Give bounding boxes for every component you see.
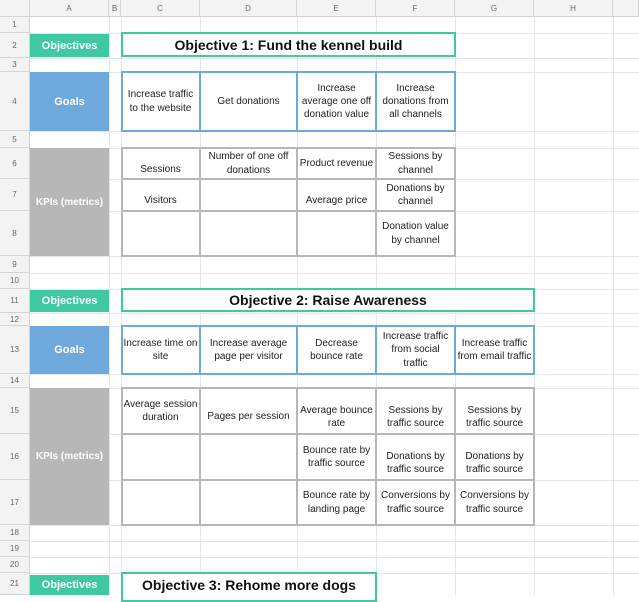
objective-2-kpi-r3-c5[interactable]: Conversions by traffic source <box>460 490 529 515</box>
objective-2-goals-label[interactable]: Goals <box>30 326 109 374</box>
column-header-f[interactable]: F <box>376 0 455 17</box>
row-header-14[interactable]: 14 <box>0 374 30 388</box>
row-header-4[interactable]: 4 <box>0 72 30 131</box>
objective-1-kpi-r3-c4[interactable]: Donation value by channel <box>382 221 449 246</box>
objective-2-kpi-r1-c3[interactable]: Average bounce rate <box>300 404 373 429</box>
objective-1-kpi-r1-c2[interactable]: Number of one off donations <box>208 151 289 176</box>
objective-2-kpi-r3-c2[interactable] <box>200 480 297 525</box>
kpi-divider <box>199 387 201 526</box>
row-header-3[interactable]: 3 <box>0 58 30 72</box>
row-header-5[interactable]: 5 <box>0 131 30 148</box>
row-header-9[interactable]: 9 <box>0 256 30 273</box>
objective-1-goal-1[interactable]: Increase traffic to the website <box>127 89 194 114</box>
objective-2-goal-3[interactable]: Decrease bounce rate <box>310 337 363 362</box>
row-header-11[interactable]: 11 <box>0 289 30 313</box>
kpi-divider <box>121 433 535 435</box>
objective-1-kpi-r2-c3[interactable]: Average price <box>305 195 368 207</box>
column-header-overflow <box>613 0 639 17</box>
objective-2-kpi-r3-c4[interactable]: Conversions by traffic source <box>381 490 450 515</box>
row-header-6[interactable]: 6 <box>0 148 30 179</box>
goals-divider <box>296 71 298 132</box>
column-header-a[interactable]: A <box>30 0 109 17</box>
objective-2-kpi-r2-c1[interactable] <box>121 434 200 480</box>
kpi-divider <box>121 479 535 481</box>
column-header-d[interactable]: D <box>200 0 297 17</box>
gridline <box>30 58 639 59</box>
column-header-c[interactable]: C <box>121 0 200 17</box>
objective-2-goal-1[interactable]: Increase time on site <box>123 337 198 362</box>
goals-divider <box>296 325 298 375</box>
gridline <box>30 557 639 558</box>
objective-1-label[interactable]: Objectives <box>30 34 109 57</box>
row-header-18[interactable]: 18 <box>0 525 30 541</box>
select-all-corner[interactable] <box>0 0 30 17</box>
objective-2-goal-2[interactable]: Increase average page per visitor <box>209 337 288 362</box>
kpi-divider <box>296 147 298 257</box>
goals-divider <box>199 71 201 132</box>
objective-1-kpi-r3-c2[interactable] <box>200 211 297 256</box>
kpi-divider <box>375 147 377 257</box>
goals-divider <box>375 325 377 375</box>
row-header-2[interactable]: 2 <box>0 33 30 58</box>
gridline <box>30 525 639 526</box>
objective-2-kpis-label[interactable]: KPIs (metrics) <box>30 388 109 525</box>
kpi-divider <box>121 210 456 212</box>
objective-2-kpi-r1-c5[interactable]: Sessions by traffic source <box>465 404 524 429</box>
row-header-10[interactable]: 10 <box>0 273 30 289</box>
kpi-divider <box>296 387 298 526</box>
objective-2-kpi-r2-c2[interactable] <box>200 434 297 480</box>
objective-1-kpi-r2-c2[interactable] <box>200 179 297 211</box>
objective-2-kpi-r1-c2[interactable]: Pages per session <box>207 411 290 423</box>
row-header-7[interactable]: 7 <box>0 179 30 211</box>
objective-1-kpi-r2-c4[interactable]: Donations by channel <box>386 182 445 207</box>
objective-1-title[interactable]: Objective 1: Fund the kennel build <box>121 32 456 57</box>
kpi-divider <box>199 147 201 257</box>
objective-2-label[interactable]: Objectives <box>30 290 109 312</box>
objective-2-kpi-r2-c5[interactable]: Donations by traffic source <box>465 450 524 475</box>
row-header-8[interactable]: 8 <box>0 211 30 256</box>
column-header-h[interactable]: H <box>534 0 613 17</box>
goals-divider <box>199 325 201 375</box>
kpi-divider <box>375 387 377 526</box>
objective-2-goal-4[interactable]: Increase traffic from social traffic <box>382 331 449 369</box>
objective-2-kpi-r1-c4[interactable]: Sessions by traffic source <box>386 404 445 429</box>
kpi-divider <box>121 178 456 180</box>
column-header-g[interactable]: G <box>455 0 534 17</box>
objective-2-kpi-r2-c3[interactable]: Bounce rate by traffic source <box>302 444 371 469</box>
gridline <box>30 374 639 375</box>
objective-1-kpi-r2-c1[interactable]: Visitors <box>144 195 177 207</box>
objective-2-kpi-r1-c1[interactable]: Average session duration <box>123 398 198 423</box>
objective-1-kpis-label[interactable]: KPIs (metrics) <box>30 148 109 256</box>
row-header-21[interactable]: 21 <box>0 573 30 595</box>
objective-2-kpi-r2-c4[interactable]: Donations by traffic source <box>386 450 445 475</box>
gridline <box>30 273 639 274</box>
row-header-17[interactable]: 17 <box>0 480 30 525</box>
row-header-19[interactable]: 19 <box>0 541 30 557</box>
row-header-20[interactable]: 20 <box>0 557 30 573</box>
objective-1-goal-2[interactable]: Get donations <box>217 95 280 107</box>
objective-1-kpi-r1-c4[interactable]: Sessions by channel <box>388 151 443 176</box>
row-header-1[interactable]: 1 <box>0 17 30 33</box>
row-header-13[interactable]: 13 <box>0 326 30 374</box>
column-header-e[interactable]: E <box>297 0 376 17</box>
objective-2-kpi-r3-c3[interactable]: Bounce rate by landing page <box>302 490 371 515</box>
kpi-divider <box>454 387 456 526</box>
objective-1-kpi-r1-c3[interactable]: Product revenue <box>299 157 374 169</box>
goals-divider <box>375 71 377 132</box>
objective-2-title[interactable]: Objective 2: Raise Awareness <box>121 288 535 312</box>
objective-1-kpi-r3-c1[interactable] <box>121 211 200 256</box>
gridline <box>30 313 639 314</box>
objective-1-goal-4[interactable]: Increase donations from all channels <box>382 82 449 121</box>
gridline <box>30 256 639 257</box>
gridline <box>109 17 110 595</box>
objective-1-kpi-r1-c1[interactable]: Sessions <box>140 163 181 175</box>
gridline <box>30 131 639 132</box>
gridline <box>613 17 614 595</box>
objective-3-label[interactable]: Objectives <box>30 575 109 595</box>
objective-1-kpi-r3-c3[interactable] <box>297 211 376 256</box>
objective-1-goal-3[interactable]: Increase average one off donation value <box>301 82 372 121</box>
gridline <box>30 541 639 542</box>
objective-2-kpi-r3-c1[interactable] <box>121 480 200 525</box>
objective-3-title[interactable]: Objective 3: Rehome more dogs <box>121 572 377 602</box>
row-header-15[interactable]: 15 <box>0 388 30 434</box>
row-header-12[interactable]: 12 <box>0 313 30 326</box>
column-header-b[interactable]: B <box>109 0 121 17</box>
row-header-16[interactable]: 16 <box>0 434 30 480</box>
objective-1-goals-label[interactable]: Goals <box>30 72 109 131</box>
goals-divider <box>454 325 456 375</box>
objective-2-goal-5[interactable]: Increase traffic from email traffic <box>457 337 532 362</box>
